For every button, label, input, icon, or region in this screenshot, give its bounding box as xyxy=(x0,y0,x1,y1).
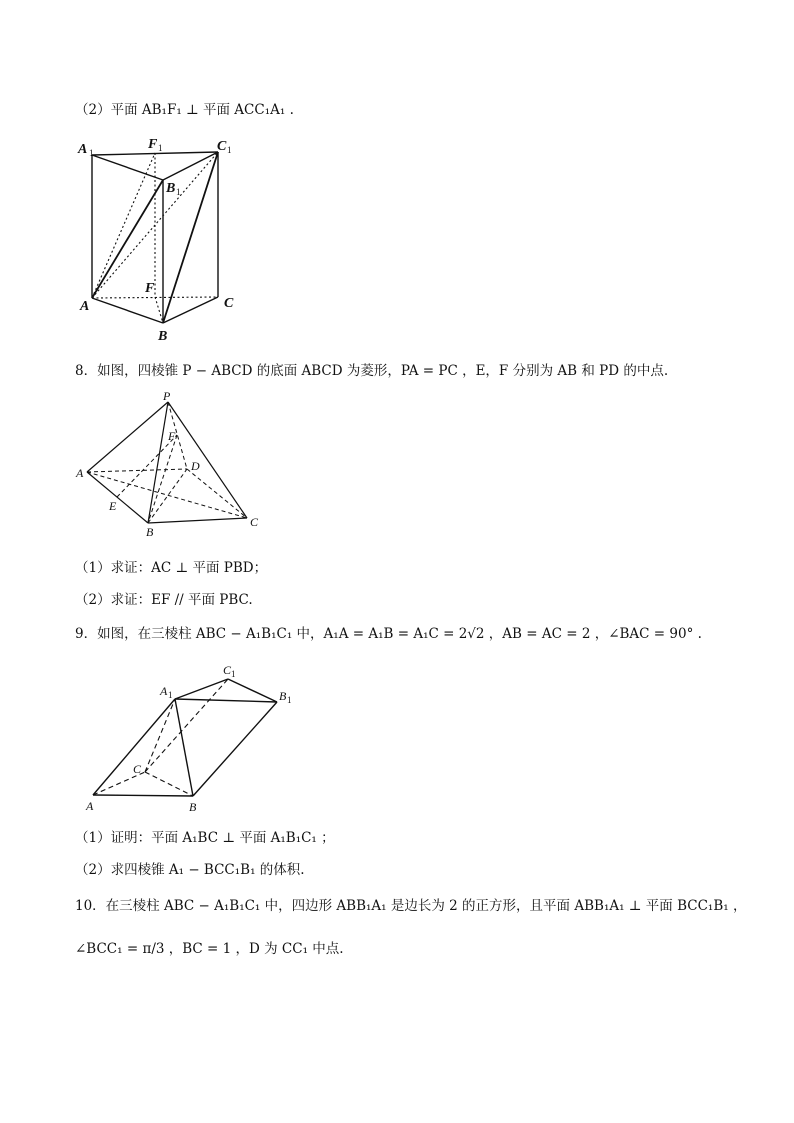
q9-stem: 9．如图，在三棱柱 ABC − A₁B₁C₁ 中，A₁A = A₁B = A₁C = 2√2 ，AB = AC = 2 ，∠BAC = 90° . xyxy=(75,626,702,642)
label-A1: A xyxy=(160,684,168,698)
label-B: B xyxy=(146,525,154,539)
q10-stem-line2: ∠BCC₁ = π/3 ，BC = 1 ，D 为 CC₁ 中点. xyxy=(75,941,344,957)
label-B: B xyxy=(189,800,197,814)
label-P: P xyxy=(163,390,171,403)
label-C1: C xyxy=(223,663,232,677)
label-B1-sub: 1 xyxy=(287,695,292,705)
label-C1-sub: 1 xyxy=(227,145,232,155)
figure-prism-2 xyxy=(80,660,305,820)
q10-stem-line1: 10．在三棱柱 ABC − A₁B₁C₁ 中，四边形 ABB₁A₁ 是边长为 2 的正方形，且平面 ABB₁A₁ ⊥ 平面 BCC₁B₁ ， xyxy=(75,898,747,914)
label-C1: C xyxy=(217,139,227,154)
figure-pyramid xyxy=(70,390,270,540)
q8-part1: （1）求证：AC ⊥ 平面 PBD； xyxy=(75,560,268,576)
label-B1-sub: 1 xyxy=(176,187,181,197)
label-B1: B xyxy=(166,181,176,196)
q8-part2: （2）求证：EF // 平面 PBC. xyxy=(75,592,253,608)
q8-stem: 8．如图，四棱锥 P − ABCD 的底面 ABCD 为菱形，PA = PC ，E，F 分别为 AB 和 PD 的中点. xyxy=(75,363,669,379)
q9-part1: （1）证明：平面 A₁BC ⊥ 平面 A₁B₁C₁ ； xyxy=(75,830,335,846)
label-C1-sub: 1 xyxy=(231,669,236,679)
q7-part2: （2）平面 AB₁F₁ ⊥ 平面 ACC₁A₁ . xyxy=(75,102,294,118)
label-F: F xyxy=(168,429,176,443)
label-A: A xyxy=(76,466,84,480)
label-A1: A xyxy=(78,142,88,157)
label-B: B xyxy=(158,329,168,344)
label-C: C xyxy=(250,515,259,529)
label-A1-sub: 1 xyxy=(89,148,94,158)
q9-part2: （2）求四棱锥 A₁ − BCC₁B₁ 的体积. xyxy=(75,862,305,878)
label-F1-sub: 1 xyxy=(158,143,163,153)
label-E: E xyxy=(109,499,117,513)
label-F1: F xyxy=(148,137,158,152)
label-A1-sub: 1 xyxy=(168,690,173,700)
label-C: C xyxy=(224,296,234,311)
label-B1: B xyxy=(279,689,287,703)
figure-prism-1 xyxy=(70,135,250,345)
label-A: A xyxy=(80,299,90,314)
label-A: A xyxy=(86,799,94,813)
label-C: C xyxy=(133,762,142,776)
label-F: F xyxy=(145,281,155,296)
label-D: D xyxy=(191,459,200,473)
